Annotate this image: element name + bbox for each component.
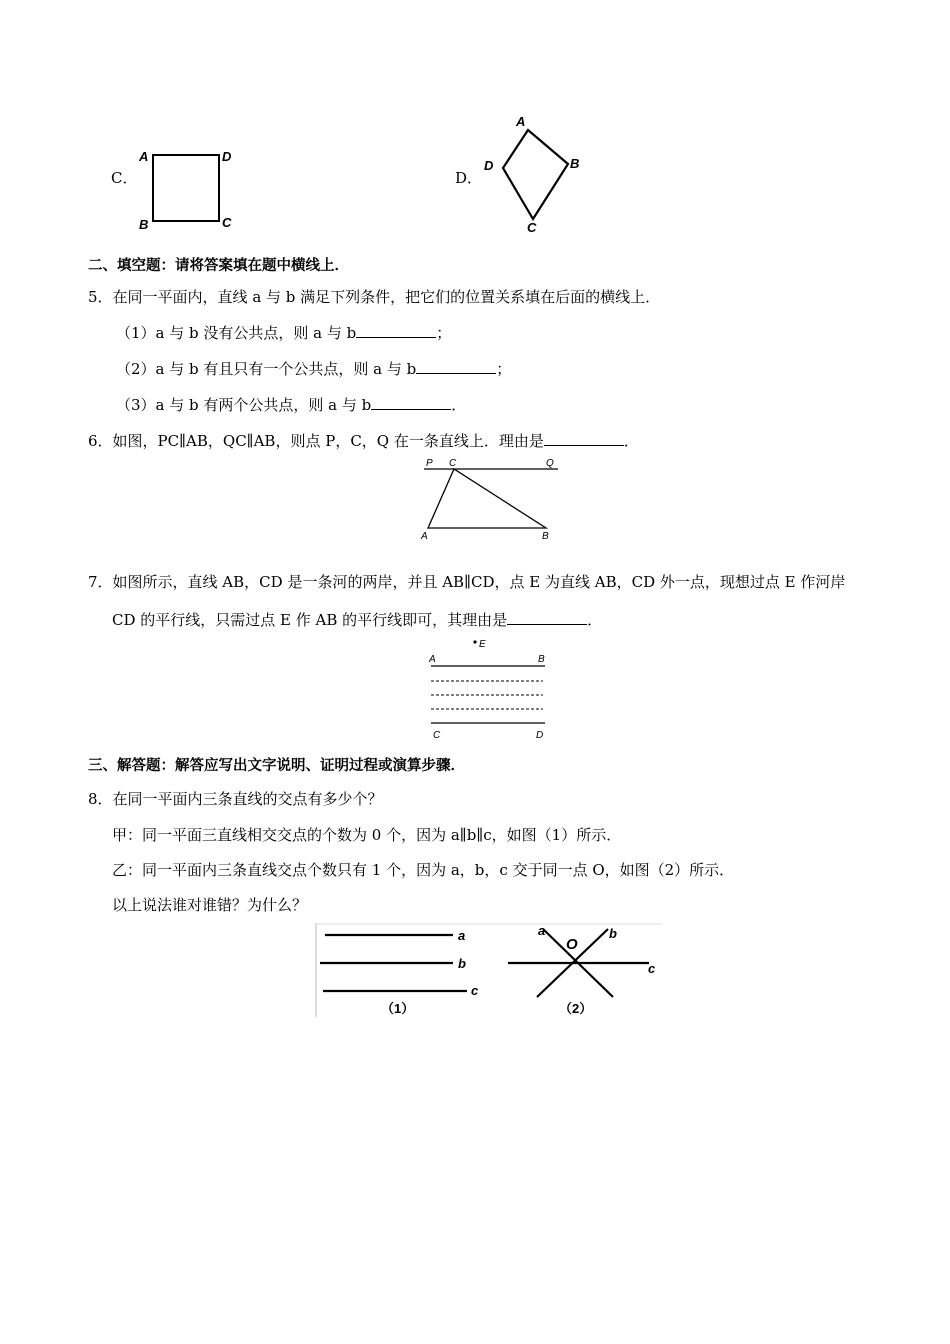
label-d: D [536,730,544,741]
answer-blank[interactable] [507,610,587,625]
q5-part2-text: （2）a 与 b 有且只有一个公共点，则 a 与 b [116,360,417,378]
q6-end: ． [623,432,639,450]
kite-shape [503,130,568,219]
q8-yi: 乙：同一平面内三条直线交点个数只有 1 个，因为 a，b，c 交于同一点 O，如图（2）所示． [112,861,735,879]
vertex-d: D [222,149,232,164]
q5-part2 [116,358,511,379]
q5-stem: 5．在同一平面内，直线 a 与 b 满足下列条件，把它们的位置关系填在后面的横线上． [88,288,661,306]
vertex-c: C [527,220,537,235]
label-fig1: （1） [381,1001,415,1016]
label-b2: b [609,926,617,941]
label-p: P [426,458,433,469]
answer-blank[interactable] [371,395,451,410]
q8-figure [315,923,661,1017]
label-a: a [458,928,466,943]
q6-text: 6．如图，PC∥AB，QC∥AB，则点 P，C，Q 在一条直线上．理由是 [88,432,544,450]
vertex-b: B [139,217,149,232]
label-b: B [538,654,545,665]
section-2-title: 二、填空题：请将答案填在题中横线上． [88,258,349,274]
label-c: C [433,730,441,741]
section-3-title: 三、解答题：解答应写出文字说明、证明过程或演算步骤． [88,758,465,774]
label-c: c [471,983,479,998]
label-e: E [479,639,486,650]
label-c2: c [648,961,656,976]
label-a: A [429,654,436,665]
q6-figure [418,454,568,542]
q5-part3 [116,394,466,415]
q8-ask: 以上说法谁对谁错？为什么？ [112,896,308,914]
option-d-label: D． [455,169,483,187]
vertex-b: B [570,156,580,171]
label-a: A [421,531,428,542]
label-b: B [542,531,549,542]
q8-stem: 8．在同一平面内三条直线的交点有多少个？ [88,790,383,808]
vertex-d: D [484,158,494,173]
q5-part3-end: ． [451,396,467,414]
triangle-abc [428,469,546,528]
answer-blank[interactable] [544,431,624,446]
answer-blank[interactable] [356,323,436,338]
q6-stem [88,430,639,451]
point-e [473,640,476,643]
label-b: b [458,956,466,971]
vertex-a: A [139,149,149,164]
label-o: O [566,936,578,953]
label-c: C [449,458,457,469]
q7-end: ． [587,611,603,629]
vertex-a: A [516,114,526,129]
q7-figure [425,634,555,742]
option-c-label: C． [111,169,138,187]
q5-part1-end: ； [436,324,452,342]
label-a2: a [538,923,546,938]
option-d-figure [478,112,588,237]
label-fig2: （2） [559,1001,593,1016]
vertex-c: C [222,215,232,230]
square-shape [153,155,219,221]
q5-part1-text: （1）a 与 b 没有公共点，则 a 与 b [116,324,357,342]
q5-part1 [116,322,451,343]
q8-jia: 甲：同一平面三直线相交交点的个数为 0 个，因为 a∥b∥c，如图（1）所示． [112,826,622,844]
q7-line2 [112,609,602,630]
label-q: Q [546,458,554,469]
q7-text: CD 的平行线，只需过点 E 作 AB 的平行线即可，其理由是 [112,611,508,629]
option-c-figure [135,145,245,235]
answer-blank[interactable] [416,359,496,374]
q5-part2-end: ； [496,360,512,378]
q7-line1: 7．如图所示，直线 AB，CD 是一条河的两岸，并且 AB∥CD，点 E 为直线 AB，CD 外一点，现想过点 E 作河岸 [88,573,846,591]
q5-part3-text: （3）a 与 b 有两个公共点，则 a 与 b [116,396,372,414]
